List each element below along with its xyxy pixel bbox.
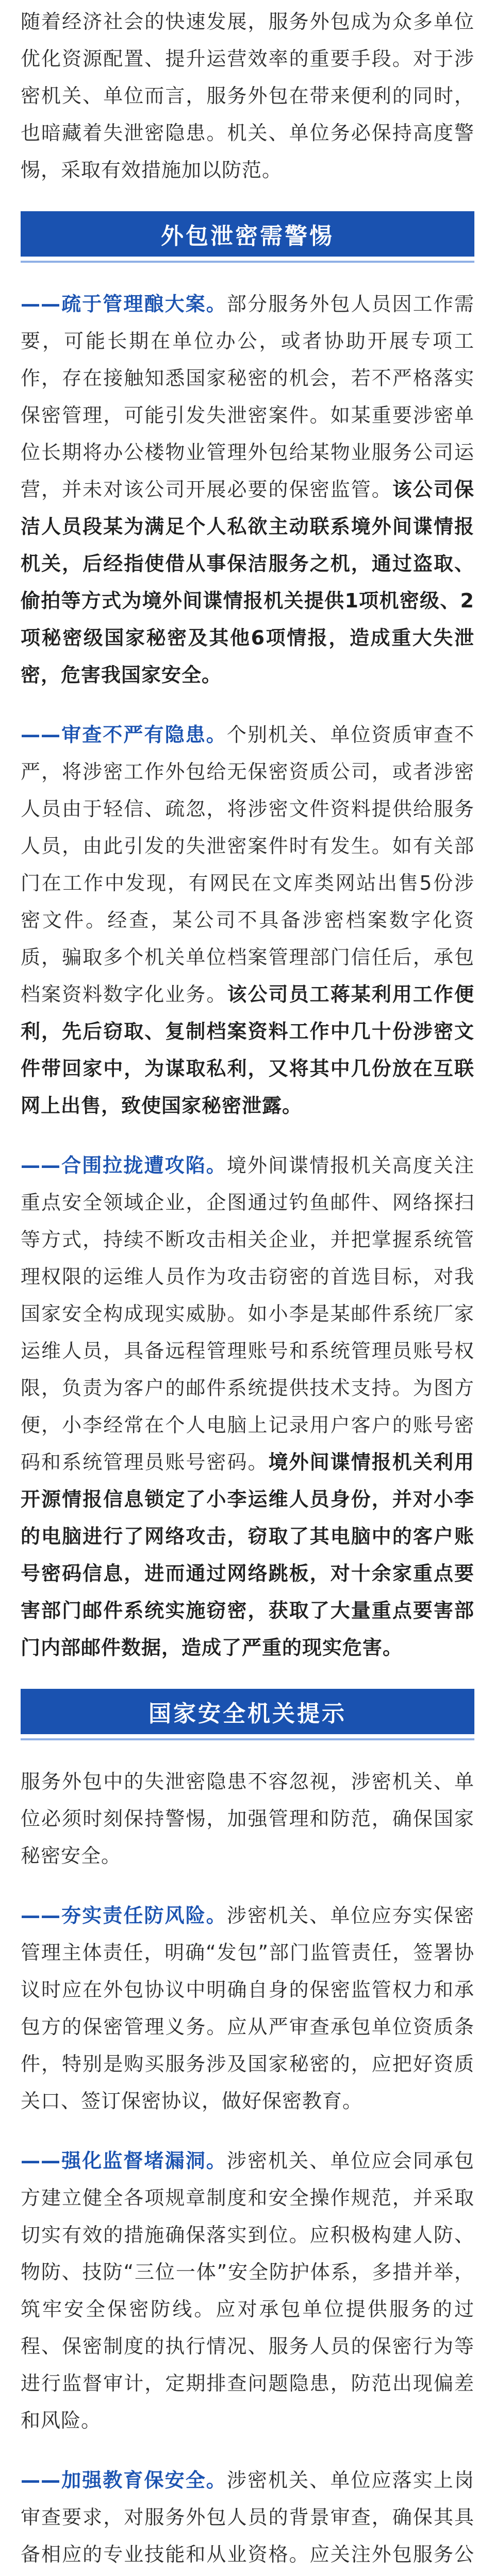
tip-lead-1: ——夯实责任防风险。 — [21, 1904, 227, 1927]
tip-lead-2: ——强化监督堵漏洞。 — [21, 2149, 227, 2172]
case-text-3: 境外间谍情报机关高度关注重点安全领域企业，企图通过钓鱼邮件、网络探扫等方式，持续不断攻击相关企业，并把掌握系统管理权限的运维人员作为攻击窃密的首选目标，对我国家安全构成现实威胁。如小李是某邮件系统厂家运维人员，具备远程管理账号和系统管理员账号权限，负责为客户的邮件系统提供技术支持。为图方便，小李经常在个人电脑上记录用户客户的账号密码和系统管理员账号密码。 — [21, 1154, 474, 1473]
case-lead-3: ——合围拉拢遭攻陷。 — [21, 1154, 227, 1177]
section-heading-security-tips: 国家安全机关提示 — [21, 1689, 474, 1734]
case-text-2: 个别机关、单位资质审查不严，将涉密工作外包给无保密资质公司，或者涉密人员由于轻信、疏忽，将涉密文件资料提供给服务人员，由此引发的失泄密案件时有发生。如有关部门在工作中发现，有网民在文库类网站出售5份涉密文件。经查，某公司不具备涉密档案数字化资质，骗取多个机关单位档案管理部门信任后，承包档案资料数字化业务。 — [21, 723, 474, 1006]
tip-paragraph-3 — [21, 2462, 474, 2576]
tip-text-2: 涉密机关、单位应会同承包方建立健全各项规章制度和安全操作规范，并采取切实有效的措施确保落实到位。应积极构建人防、物防、技防“三位一体”安全防护体系，多措并举，筑牢安全保密防线。应对承包单位提供服务的过程、保密制度的执行情况、服务人员的保密行为等进行监督审计，定期排查问题隐患，防范出现偏差和风险。 — [21, 2149, 474, 2432]
case-lead-1: ——疏于管理酿大案。 — [21, 293, 227, 315]
intro-paragraph: 随着经济社会的快速发展，服务外包成为众多单位优化资源配置、提升运营效率的重要手段。对于涉密机关、单位而言，服务外包在带来便利的同时，也暗藏着失泄密隐患。机关、单位务必保持高度警惕，采取有效措施加以防范。 — [21, 10, 474, 181]
case-paragraph-2 — [21, 716, 474, 1124]
case-lead-2: ——审查不严有隐患。 — [21, 723, 227, 746]
case-paragraph-1 — [21, 285, 474, 693]
section-heading-outsourcing-risk: 外包泄密需警惕 — [21, 211, 474, 257]
case-paragraph-3 — [21, 1147, 474, 1666]
tip-paragraph-1 — [21, 1897, 474, 2120]
case-bold-1: 该公司保洁人员段某为满足个人私欲主动联系境外间谍情报机关，后经指使借从事保洁服务之机，通过盗取、偷拍等方式为境外间谍情报机关提供1项机密级、2项秘密级国家秘密及其他6项情报，造成重大失泄密，危害我国家安全。 — [21, 478, 474, 686]
tip-lead-3: ——加强教育保安全。 — [21, 2469, 227, 2492]
tips-intro-paragraph: 服务外包中的失泄密隐患不容忽视，涉密机关、单位必须时刻保持警惕，加强管理和防范，确保国家秘密安全。 — [21, 1770, 474, 1867]
article — [0, 3, 495, 2576]
case-bold-2: 该公司员工蒋某利用工作便利，先后窃取、复制档案资料工作中几十份涉密文件带回家中，为谋取私利，又将其中几份放在互联网上出售，致使国家秘密泄露。 — [21, 983, 474, 1117]
tip-text-3: 涉密机关、单位应落实上岗审查要求，对服务外包人员的背景审查，确保其具备相应的专业技能和从业资格。应关注外包服务公 — [21, 2469, 474, 2566]
case-bold-3: 境外间谍情报机关利用开源情报信息锁定了小李运维人员身份，并对小李的电脑进行了网络攻击，窃取了其电脑中的客户账号密码信息，进而通过网络跳板，对十余家重点要害部门邮件系统实施窃密，获取了大量重点要害部门内部邮件数据，造成了严重的现实危害。 — [21, 1451, 474, 1659]
tip-paragraph-2 — [21, 2142, 474, 2439]
tip-text-1: 涉密机关、单位应夯实保密管理主体责任，明确“发包”部门监管责任，签署协议时应在外包协议中明确自身的保密监管权力和承包方的保密管理义务。应从严审查承包单位资质条件，特别是购买服务涉及国家秘密的，应把好资质关口、签订保密协议，做好保密教育。 — [21, 1904, 474, 2112]
case-text-1: 部分服务外包人员因工作需要，可能长期在单位办公，或者协助开展专项工作，存在接触知悉国家秘密的机会，若不严格落实保密管理，可能引发失泄密案件。如某重要涉密单位长期将办公楼物业管理外包给某物业服务公司运营，并未对该公司开展必要的保密监管。 — [21, 293, 474, 501]
